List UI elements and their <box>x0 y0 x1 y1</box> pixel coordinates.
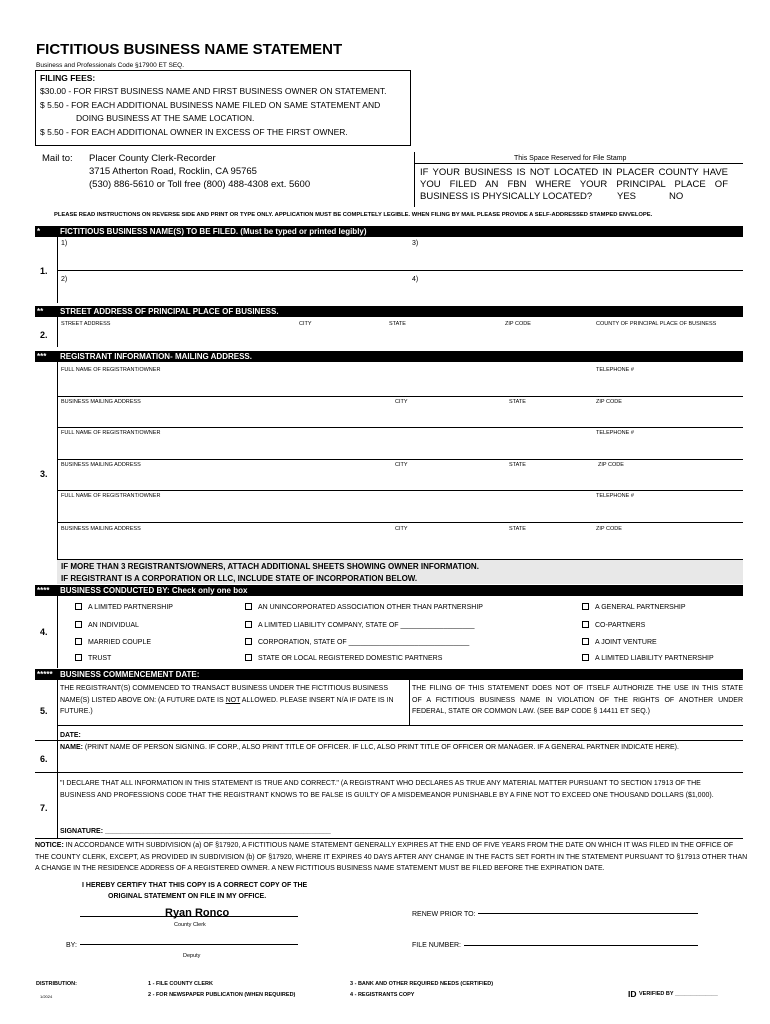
section-2-title: STREET ADDRESS OF PRINCIPAL PLACE OF BUSINESS. <box>60 307 279 316</box>
section-1-bar <box>35 226 743 237</box>
checkbox[interactable] <box>582 638 589 645</box>
option-label: A LIMITED LIABILITY COMPANY, STATE OF ___________________ <box>258 622 475 629</box>
registrant-2-mailing-field[interactable]: BUSINESS MAILING ADDRESS <box>61 462 141 468</box>
option-label: CORPORATION, STATE OF _______________________________ <box>258 639 470 646</box>
by-label: BY: <box>66 942 77 949</box>
option-label: AN INDIVIDUAL <box>88 622 139 629</box>
option-label: A GENERAL PARTNERSHIP <box>595 604 686 611</box>
state-field[interactable]: STATE <box>389 321 406 327</box>
business-name-2-field[interactable]: 2) <box>61 276 68 283</box>
signature-label: SIGNATURE: __________________________________________________________ <box>60 828 331 835</box>
fee-line-1: $30.00 - FOR FIRST BUSINESS NAME AND FIRST BUSINESS OWNER ON STATEMENT. <box>40 86 387 96</box>
instructions-line: PLEASE READ INSTRUCTIONS ON REVERSE SIDE AND PRINT OR TYPE ONLY. APPLICATION MUST BE COMPLETELY LEGIBLE. WHEN FILING BY MAIL PLEASE PROVIDE A SELF-ADDRESSED STAMPED ENVELOPE. <box>54 212 653 218</box>
section-4-title: BUSINESS CONDUCTED BY: Check only one box <box>60 586 248 595</box>
mail-to-address: 3715 Atherton Road, Rocklin, CA 95765 <box>89 166 257 177</box>
page-subtitle: Business and Professionals Code §17900 ET SEQ. <box>36 62 185 69</box>
option-llc[interactable] <box>245 621 474 630</box>
street-address-field[interactable]: STREET ADDRESS <box>61 321 111 327</box>
option-corporation[interactable] <box>245 638 469 647</box>
distribution-label: DISTRIBUTION: <box>36 981 77 987</box>
file-stamp-divider <box>414 163 743 164</box>
registrant-3-zip-field[interactable]: ZIP CODE <box>596 526 622 532</box>
commencement-text-2b: ALLOWED. PLEASE INSERT N/A IF DATE IS IN <box>240 697 394 704</box>
section-4-stars: **** <box>37 586 50 595</box>
registrant-2-phone-field[interactable]: TELEPHONE # <box>596 430 634 436</box>
option-married-couple[interactable] <box>75 638 151 647</box>
option-joint-venture[interactable] <box>582 638 657 647</box>
no-option[interactable]: NO <box>669 191 684 202</box>
signature-field[interactable] <box>60 827 331 836</box>
section-3-title: REGISTRANT INFORMATION- MAILING ADDRESS. <box>60 352 252 361</box>
section-3-bar <box>35 351 743 362</box>
section-6-divider <box>57 740 58 772</box>
distribution-2: 2 - FOR NEWSPAPER PUBLICATION (WHEN REQUIRED) <box>148 992 296 998</box>
option-co-partners[interactable] <box>582 621 645 630</box>
placer-question-3: BUSINESS IS PHYSICALLY LOCATED? <box>420 191 593 202</box>
deputy-label: Deputy <box>183 953 201 959</box>
row-divider <box>57 459 743 460</box>
section-5-mid-divider <box>409 680 410 725</box>
section-5-divider <box>57 680 58 740</box>
registrant-3-phone-field[interactable]: TELEPHONE # <box>596 493 634 499</box>
option-label: AN UNINCORPORATED ASSOCIATION OTHER THAN PARTNERSHIP <box>258 604 483 611</box>
checkbox[interactable] <box>582 603 589 610</box>
commencement-text-1: THE REGISTRANT(S) COMMENCED TO TRANSACT BUSINESS UNDER THE FICTITIOUS BUSINESS <box>60 685 389 692</box>
option-trust[interactable] <box>75 654 111 663</box>
name-instructions: (PRINT NAME OF PERSON SIGNING. IF CORP., ALSO PRINT TITLE OF OFFICER. IF LLC, ALSO PRINT TITLE OF OFFICER OR MANAGER. IF A GENERAL PARTNER INDICATE HERE). <box>82 744 679 751</box>
checkbox[interactable] <box>75 638 82 645</box>
fee-line-2: $ 5.50 - FOR EACH ADDITIONAL BUSINESS NAME FILED ON SAME STATEMENT AND <box>40 100 381 110</box>
section-4-divider <box>57 596 58 668</box>
name-label: NAME: <box>60 744 83 751</box>
option-label: A LIMITED PARTNERSHIP <box>88 604 173 611</box>
section-5-bar <box>35 669 743 680</box>
notice-line-2: THE COUNTY CLERK, EXCEPT, AS PROVIDED IN SUBDIVISION (b) OF §17920, WHERE IT EXPIRES 40 DAYS AFTER ANY CHANGE IN THE FACTS SET FORTH IN THE STATEMENT PURSUANT TO §17913 OTHER THAN <box>35 854 748 861</box>
registrant-note-2: IF REGISTRANT IS A CORPORATION OR LLC, INCLUDE STATE OF INCORPORATION BELOW. <box>61 574 418 583</box>
section-5-number: 5. <box>40 706 48 716</box>
declaration-text-1: "I DECLARE THAT ALL INFORMATION IN THIS STATEMENT IS TRUE AND CORRECT." (A REGISTRANT WHO DECLARES AS TRUE ANY MATERIAL MATTER PURSUANT TO SECTION 17913 OF THE <box>60 780 701 787</box>
renew-prior-field[interactable] <box>478 913 698 914</box>
option-label: MARRIED COUPLE <box>88 639 152 646</box>
distribution-3: 3 - BANK AND OTHER REQUIRED NEEDS (CERTIFIED) <box>350 981 494 987</box>
mail-to-label: Mail to: <box>42 153 73 164</box>
zip-field[interactable]: ZIP CODE <box>505 321 531 327</box>
declaration-text-2: BUSINESS AND PROFESSIONS CODE THAT THE REGISTRANT KNOWS TO BE FALSE IS GUILTY OF A MISDEMEANOR PUNISHABLE BY A FINE NOT TO EXCEED ONE THOUSAND DOLLARS ($1,000). <box>60 792 714 799</box>
name-field[interactable] <box>60 743 679 752</box>
registrant-1-mailing-field[interactable]: BUSINESS MAILING ADDRESS <box>61 399 141 405</box>
checkbox[interactable] <box>75 654 82 661</box>
checkbox[interactable] <box>245 603 252 610</box>
registrant-1-state-field[interactable]: STATE <box>509 399 526 405</box>
placer-question: IF YOUR BUSINESS IS NOT LOCATED IN PLACER COUNTY HAVE <box>420 167 728 178</box>
option-individual[interactable] <box>75 621 139 630</box>
section-3-stars: *** <box>37 352 47 361</box>
registrant-3-name-field[interactable]: FULL NAME OF REGISTRANT/OWNER <box>61 493 161 499</box>
file-number-label: FILE NUMBER: <box>412 942 462 949</box>
option-llp[interactable] <box>582 654 714 663</box>
verified-by-field[interactable]: VERIFIED BY ______________ <box>639 991 718 997</box>
option-label: TRUST <box>88 655 112 662</box>
section-4-bar <box>35 585 743 596</box>
section-1-number: 1. <box>40 266 48 276</box>
registrant-3-mailing-field[interactable]: BUSINESS MAILING ADDRESS <box>61 526 141 532</box>
registrant-1-zip-field[interactable]: ZIP CODE <box>596 399 622 405</box>
commencement-text-2a: NAME(S) LISTED ABOVE ON: (A FUTURE DATE IS <box>60 697 226 704</box>
registrant-note-1: IF MORE THAN 3 REGISTRANTS/OWNERS, ATTACH ADDITIONAL SHEETS SHOWING OWNER INFORMATION. <box>61 562 479 571</box>
row-divider <box>57 396 743 397</box>
option-label: A JOINT VENTURE <box>595 639 657 646</box>
registrant-2-state-field[interactable]: STATE <box>509 462 526 468</box>
yes-option[interactable]: YES <box>617 191 637 202</box>
authorization-text-3: FEDERAL, STATE OR COMMON LAW. (SEE B&P CODE § 14411 ET SEQ.) <box>412 708 650 715</box>
county-field[interactable]: COUNTY OF PRINCIPAL PLACE OF BUSINESS <box>596 321 717 327</box>
registrant-2-name-field[interactable]: FULL NAME OF REGISTRANT/OWNER <box>61 430 161 436</box>
checkbox[interactable] <box>75 603 82 610</box>
option-limited-partnership[interactable] <box>75 603 173 612</box>
row-divider <box>57 522 743 523</box>
section-2-number: 2. <box>40 330 48 340</box>
date-field[interactable]: DATE: <box>60 732 81 739</box>
distribution-1: 1 - FILE COUNTY CLERK <box>148 981 213 987</box>
business-name-4-field[interactable]: 4) <box>412 276 419 283</box>
section-4-number: 4. <box>40 627 48 637</box>
mail-to-name: Placer County Clerk-Recorder <box>89 153 216 164</box>
authorization-text-1: THE FILING OF THIS STATEMENT DOES NOT OF ITSELF AUTHORIZE THE USE IN THIS STATE <box>412 685 743 692</box>
file-number-field[interactable] <box>464 945 698 946</box>
row-divider <box>35 838 743 839</box>
registrant-1-phone-field[interactable]: TELEPHONE # <box>596 367 634 373</box>
notice-text <box>35 841 733 850</box>
deputy-signature-line[interactable] <box>80 944 298 945</box>
id-label: ID <box>628 989 637 999</box>
filing-fees-label: FILING FEES: <box>40 73 96 83</box>
city-field[interactable]: CITY <box>299 321 312 327</box>
checkbox[interactable] <box>582 621 589 628</box>
clerk-signature-line <box>80 916 298 917</box>
registrant-2-zip-field[interactable]: ZIP CODE <box>598 462 624 468</box>
page-title: FICTITIOUS BUSINESS NAME STATEMENT <box>36 41 343 58</box>
row-divider <box>57 490 743 491</box>
business-name-1-field[interactable]: 1) <box>61 240 68 247</box>
commencement-not: NOT <box>225 697 241 704</box>
commencement-text-3: FUTURE.) <box>60 708 93 715</box>
option-domestic-partners[interactable] <box>245 654 442 663</box>
notice-line-3: A CHANGE IN THE RESIDENCE ADDRESS OF A REGISTERED OWNER. A NEW FICTITIOUS BUSINESS NAME STATEMENT MUST BE FILED BEFORE THE EXPIRATION DATE. <box>35 865 605 872</box>
notice-label: NOTICE: <box>35 842 64 849</box>
section-7-number: 7. <box>40 803 48 813</box>
section-2-bar <box>35 306 743 317</box>
checkbox[interactable] <box>245 621 252 628</box>
option-label: STATE OR LOCAL REGISTERED DOMESTIC PARTNERS <box>258 655 443 662</box>
checkbox[interactable] <box>245 654 252 661</box>
file-stamp-left-border <box>414 152 415 207</box>
checkbox[interactable] <box>582 654 589 661</box>
notice-line-1: IN ACCORDANCE WITH SUBDIVISION (a) OF §17920, A FICTITIOUS NAME STATEMENT GENERALLY EXPIRES AT THE END OF FIVE YEARS FROM THE DATE ON WHICH IT WAS FILED IN THE OFFICE OF <box>63 842 734 849</box>
row-divider <box>35 772 743 773</box>
section-1-title: FICTITIOUS BUSINESS NAME(S) TO BE FILED. (Must be typed or printed legibly) <box>60 227 367 236</box>
section-5-title: BUSINESS COMMENCEMENT DATE: <box>60 670 200 679</box>
renew-prior-label: RENEW PRIOR TO: <box>412 911 476 918</box>
section-6-number: 6. <box>40 754 48 764</box>
checkbox[interactable] <box>75 621 82 628</box>
registrant-2-city-field[interactable]: CITY <box>395 462 408 468</box>
section-2-stars: ** <box>37 307 44 316</box>
certify-line-2: ORIGINAL STATEMENT ON FILE IN MY OFFICE. <box>108 893 267 900</box>
option-label: CO-PARTNERS <box>595 622 646 629</box>
option-label: A LIMITED LIABILITY PARTNERSHIP <box>595 655 714 662</box>
option-unincorporated-association[interactable] <box>245 603 483 612</box>
section-3-divider <box>57 362 58 559</box>
row-divider <box>57 270 743 271</box>
file-stamp-label: This Space Reserved for File Stamp <box>514 155 627 162</box>
section-2-divider <box>57 317 58 347</box>
distribution-4: 4 - REGISTRANTS COPY <box>350 992 415 998</box>
form-code: 1/2024 <box>40 994 53 999</box>
authorization-text-2: OF A FICTITIOUS BUSINESS NAME IN VIOLATION OF THE RIGHTS OF ANOTHER UNDER <box>412 697 743 704</box>
row-divider <box>57 427 743 428</box>
section-3-number: 3. <box>40 469 48 479</box>
section-7-divider <box>57 772 58 838</box>
clerk-name: Ryan Ronco <box>165 907 230 919</box>
fee-line-3: $ 5.50 - FOR EACH ADDITIONAL OWNER IN EXCESS OF THE FIRST OWNER. <box>40 127 348 137</box>
section-1-stars: * <box>37 227 41 236</box>
commencement-text-2 <box>60 696 394 705</box>
fee-line-2b: DOING BUSINESS AT THE SAME LOCATION. <box>76 113 255 123</box>
option-general-partnership[interactable] <box>582 603 686 612</box>
registrant-1-city-field[interactable]: CITY <box>395 399 408 405</box>
registrant-3-city-field[interactable]: CITY <box>395 526 408 532</box>
registrant-1-name-field[interactable]: FULL NAME OF REGISTRANT/OWNER <box>61 367 161 373</box>
registrant-3-state-field[interactable]: STATE <box>509 526 526 532</box>
business-name-3-field[interactable]: 3) <box>412 240 419 247</box>
certify-line-1: I HEREBY CERTIFY THAT THIS COPY IS A CORRECT COPY OF THE <box>82 882 308 889</box>
row-divider <box>57 725 743 726</box>
section-5-stars: ***** <box>37 670 53 679</box>
clerk-title: County Clerk <box>174 922 206 928</box>
placer-question-2: YOU FILED AN FBN WHERE YOUR PRINCIPAL PLACE OF <box>420 179 728 190</box>
mail-to-phone: (530) 886-5610 or Toll free (800) 488-4308 ext. 5600 <box>89 179 311 190</box>
row-divider <box>35 740 743 741</box>
checkbox[interactable] <box>245 638 252 645</box>
